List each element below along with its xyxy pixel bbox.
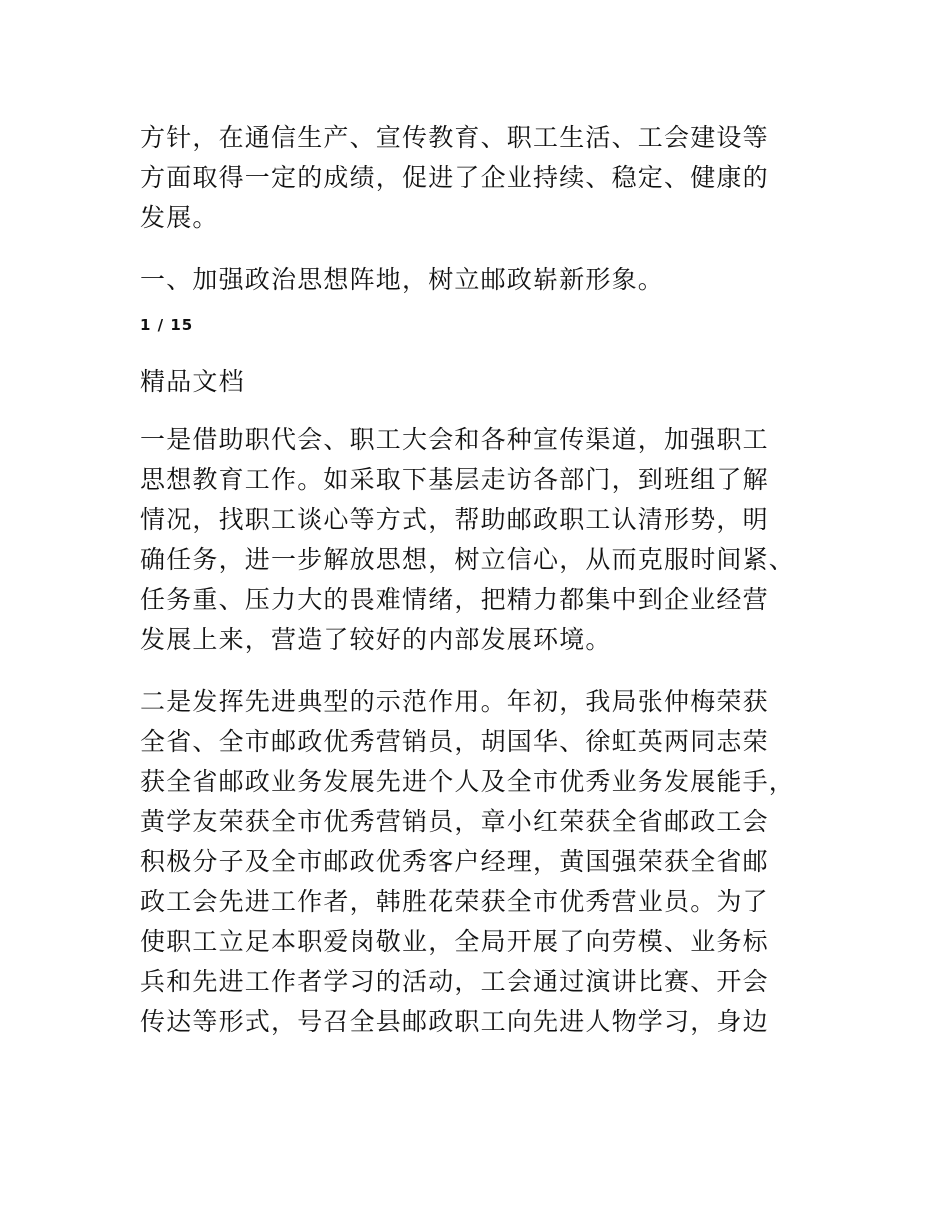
text-line: 使职工立足本职爱岗敬业，全局开展了向劳模、业务标 (140, 927, 769, 956)
text-line: 二是发挥先进典型的示范作用。年初，我局张仲梅荣获 (140, 687, 769, 716)
paragraph-role-models (140, 682, 820, 1042)
text-line: 任务重、压力大的畏难情绪，把精力都集中到企业经营 (140, 585, 769, 614)
text-line: 发展上来，营造了较好的内部发展环境。 (140, 625, 612, 654)
text-line: 一是借助职代会、职工大会和各种宣传渠道，加强职工 (140, 425, 769, 454)
paragraph-education (140, 420, 820, 660)
document-label (140, 362, 820, 402)
text-line: 发展。 (140, 203, 219, 232)
text-line: 获全省邮政业务发展先进个人及全市优秀业务发展能手， (140, 767, 796, 796)
text-line: 传达等形式，号召全县邮政职工向先进人物学习，身边 (140, 1007, 769, 1036)
text-line: 全省、全市邮政优秀营销员，胡国华、徐虹英两同志荣 (140, 727, 769, 756)
text-line: 情况，找职工谈心等方式，帮助邮政职工认清形势，明 (140, 505, 769, 534)
text-line: 积极分子及全市邮政优秀客户经理，黄国强荣获全省邮 (140, 847, 769, 876)
text-line: 确任务，进一步解放思想，树立信心，从而克服时间紧、 (140, 545, 796, 574)
text-line: 思想教育工作。如采取下基层走访各部门，到班组了解 (140, 465, 769, 494)
page-number: 1 / 15 (140, 316, 194, 334)
text-line: 黄学友荣获全市优秀营销员，章小红荣获全省邮政工会 (140, 807, 769, 836)
section-heading (140, 260, 820, 300)
text-line: 政工会先进工作者，韩胜花荣获全市优秀营业员。为了 (140, 887, 769, 916)
text-line: 方面取得一定的成绩，促进了企业持续、稳定、健康的 (140, 163, 769, 192)
label-text: 精品文档 (140, 367, 245, 396)
text-line: 兵和先进工作者学习的活动，工会通过演讲比赛、开会 (140, 967, 769, 996)
heading-text: 一、加强政治思想阵地，树立邮政崭新形象。 (140, 265, 665, 294)
text-line: 方针，在通信生产、宣传教育、职工生活、工会建设等 (140, 123, 769, 152)
paragraph-continuation (140, 118, 820, 238)
